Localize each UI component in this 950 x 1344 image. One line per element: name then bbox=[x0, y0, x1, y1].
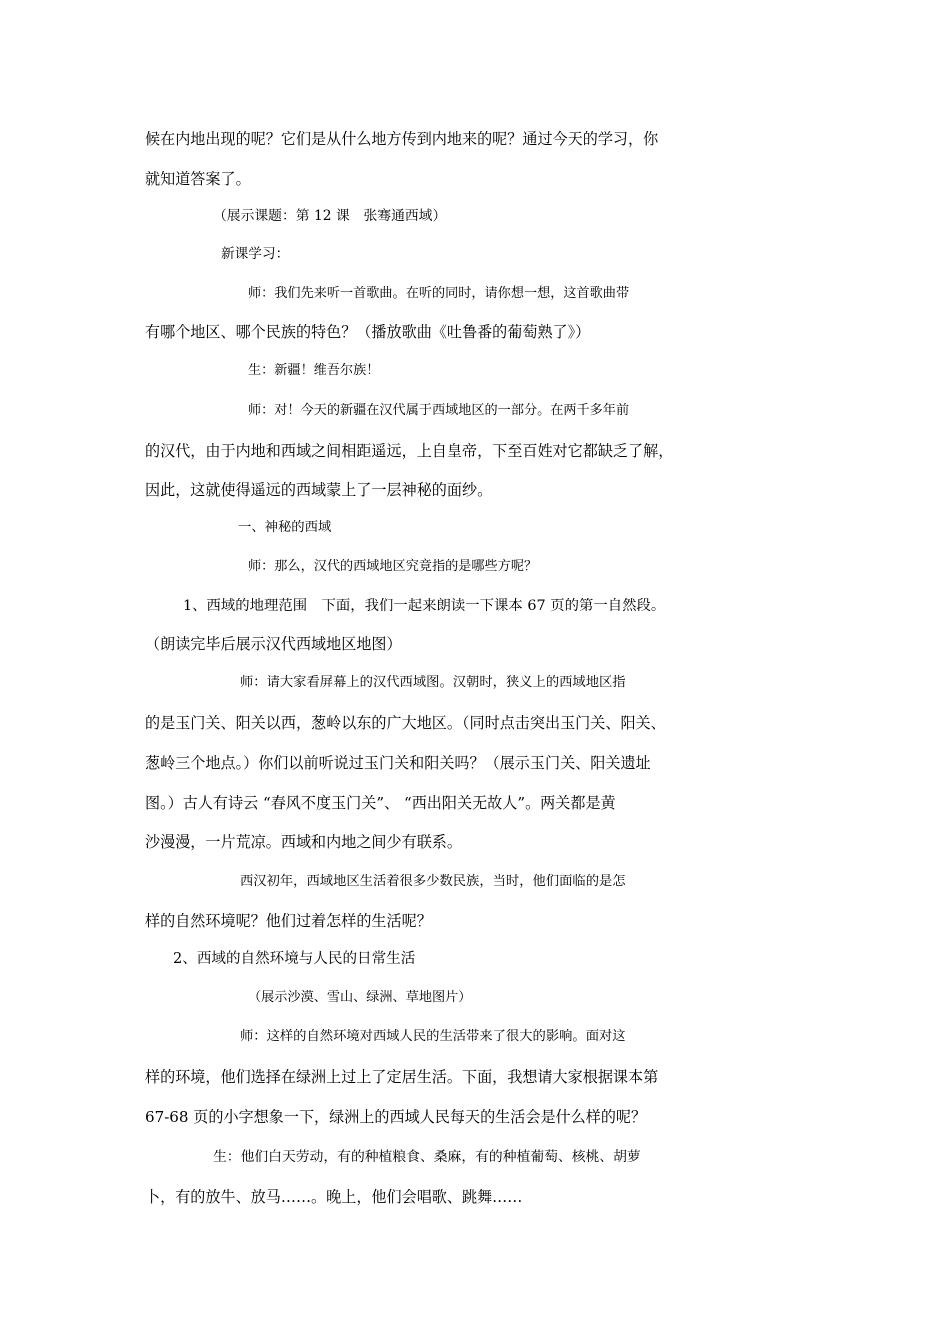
text-line: （展示沙漠、雪山、绿洲、草地图片） bbox=[248, 990, 472, 1005]
text-line: 就知道答案了。 bbox=[145, 170, 251, 188]
text-line: 的汉代，由于内地和西域之间相距遥远，上自皇帝，下至百姓对它都缺乏了解， bbox=[145, 442, 674, 460]
text-line: 生：他们白天劳动，有的种植粮食、桑麻，有的种植葡萄、核桃、胡萝 bbox=[213, 1149, 641, 1165]
text-line: 葱岭三个地点。）你们以前听说过玉门关和阳关吗？（展示玉门关、阳关遗址 bbox=[145, 754, 651, 772]
text-line: 师：这样的自然环境对西域人民的生活带来了很大的影响。面对这 bbox=[240, 1029, 626, 1044]
text-line: 图。）古人有诗云 “春风不度玉门关”、 “西出阳关无故人”。两关都是黄 bbox=[145, 794, 616, 812]
subsection-heading: 2、西域的自然环境与人民的日常生活 bbox=[173, 950, 416, 967]
subsection-heading: 1、西域的地理范围 下面，我们一起来朗读一下课本 67 页的第一自然段。 bbox=[183, 598, 666, 614]
text-line: 师：我们先来听一首歌曲。在听的同时，请你想一想，这首歌曲带 bbox=[248, 286, 630, 301]
text-line: 67-68 页的小字想象一下，绿洲上的西域人民每天的生活会是什么样的呢？ bbox=[145, 1108, 647, 1126]
text-line: 师：那么，汉代的西域地区究竟指的是哪些方呢？ bbox=[248, 559, 538, 574]
text-line: 师：对！今天的新疆在汉代属于西域地区的一部分。在两千多年前 bbox=[248, 403, 630, 418]
section-label: 新课学习： bbox=[221, 246, 290, 262]
text-line: 的是玉门关、阳关以西，葱岭以东的广大地区。（同时点击突出玉门关、阳关、 bbox=[145, 714, 666, 732]
text-line: 候在内地出现的呢？它们是从什么地方传到内地来的呢？通过今天的学习，你 bbox=[145, 130, 659, 148]
text-line: 沙漫漫，一片荒凉。西域和内地之间少有联系。 bbox=[145, 833, 462, 851]
text-line: 样的环境，他们选择在绿洲上过上了定居生活。下面，我想请大家根据课本第 bbox=[145, 1068, 659, 1086]
text-line: 因此，这就使得遥远的西域蒙上了一层神秘的面纱。 bbox=[145, 481, 493, 499]
section-heading: 一、神秘的西域 bbox=[238, 520, 332, 535]
text-line: 师：请大家看屏幕上的汉代西域图。汉朝时，狭义上的西域地区指 bbox=[240, 675, 626, 690]
text-line: （朗读完毕后展示汉代西域地区地图） bbox=[145, 635, 402, 653]
text-line: 样的自然环境呢？他们过着怎样的生活呢？ bbox=[145, 912, 432, 930]
lesson-title-line: （展示课题：第 12 课 张骞通西域） bbox=[213, 208, 447, 224]
text-line: 卜，有的放牛、放马……。晚上，他们会唱歌、跳舞…… bbox=[145, 1188, 523, 1206]
text-line: 有哪个地区、哪个民族的特色？（播放歌曲《吐鲁番的葡萄熟了》） bbox=[145, 323, 591, 341]
text-line: 西汉初年，西域地区生活着很多少数民族，当时，他们面临的是怎 bbox=[240, 874, 626, 889]
text-line: 生：新疆！维吾尔族！ bbox=[248, 363, 380, 378]
